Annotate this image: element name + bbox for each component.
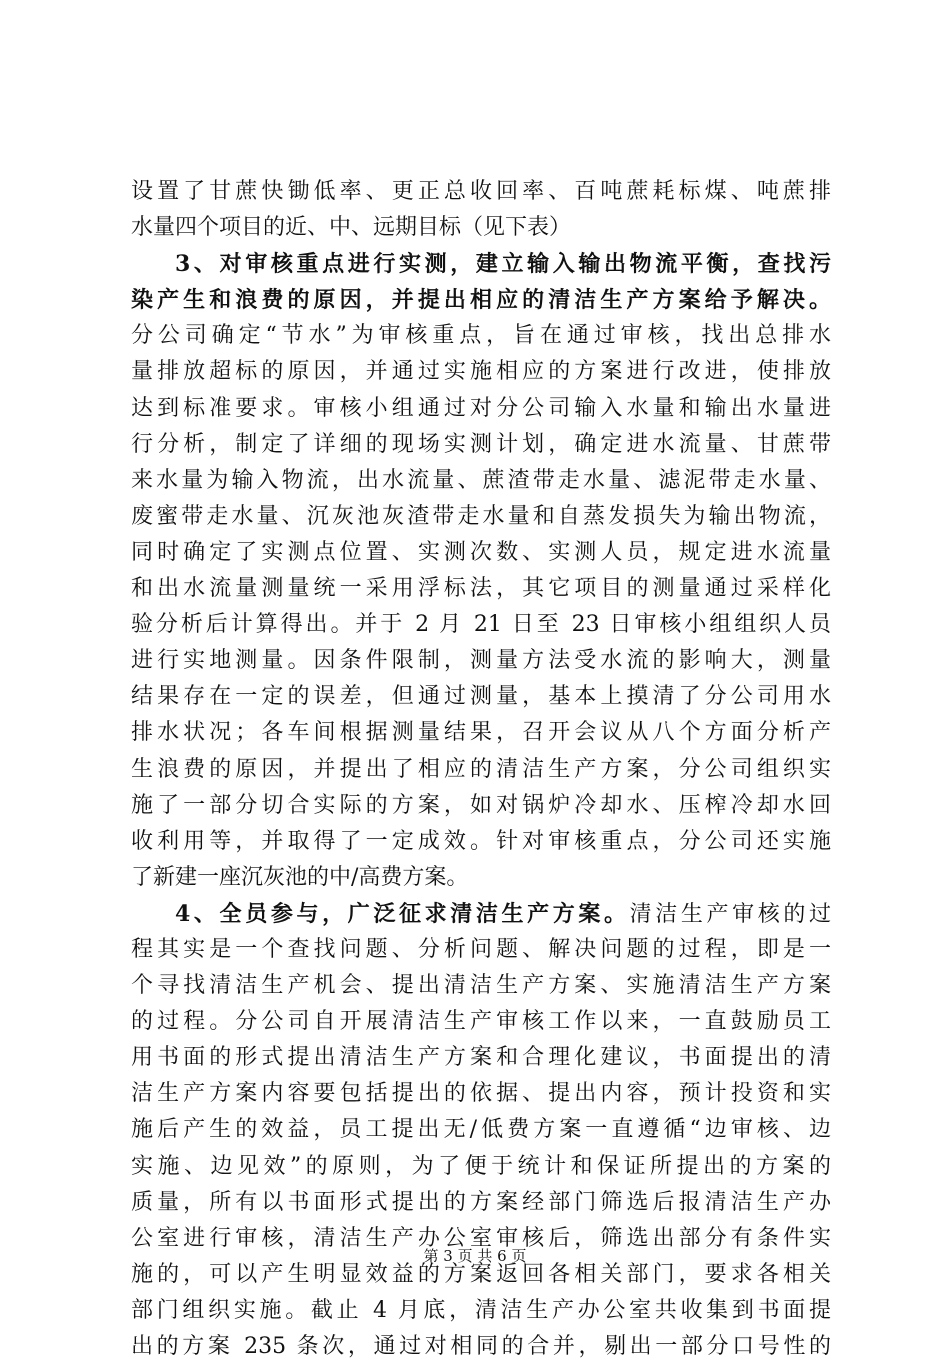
text-segment: 用书面的形式提出清洁生产方案和合理化建议，书面提出的清 — [131, 1045, 831, 1071]
bold-text-segment: 染产生和浪费的原因，并提出相应的清洁生产方案给予解决。 — [131, 287, 831, 314]
text-line — [131, 679, 831, 715]
text-line — [131, 282, 831, 318]
text-segment: 来水量为输入物流，出水流量、蔗渣带走水量、滤泥带走水量、 — [131, 467, 831, 493]
text-line — [131, 1040, 831, 1076]
text-segment: 分公司确定“节水”为审核重点，旨在通过审核，找出总排水 — [131, 323, 831, 349]
text-segment: 量排放超标的原因，并通过实施相应的方案进行改进，使排放 — [131, 359, 831, 385]
body-text — [131, 174, 831, 1365]
text-line — [131, 715, 831, 751]
text-line — [131, 571, 831, 607]
text-segment: 排水状况；各车间根据测量结果，召开会议从八个方面分析产 — [131, 720, 831, 746]
text-segment: 生浪费的原因，并提出了相应的清洁生产方案，分公司组织实 — [131, 756, 831, 782]
text-line — [131, 824, 831, 860]
text-segment: 收利用等，并取得了一定成效。针对审核重点，分公司还实施 — [131, 828, 831, 854]
bold-text-segment: 3、对审核重点进行实测，建立输入输出物流平衡，查找污 — [175, 251, 831, 278]
text-line — [131, 643, 831, 679]
text-line — [131, 1112, 831, 1148]
text-line — [131, 1149, 831, 1185]
text-line — [131, 174, 831, 210]
text-segment: 行分析，制定了详细的现场实测计划，确定进水流量、甘蔗带 — [131, 431, 831, 457]
text-segment: 个寻找清洁生产机会、提出清洁生产方案、实施清洁生产方案 — [131, 973, 831, 999]
page-footer: 第 3 页 共 6 页 — [423, 1247, 527, 1265]
text-line — [131, 932, 831, 968]
text-segment: 公室进行审核，清洁生产办公室审核后，筛选出部分有条件实 — [131, 1225, 831, 1251]
text-line — [131, 860, 831, 896]
text-line — [131, 1329, 831, 1365]
text-line — [131, 246, 831, 282]
text-segment: 和出水流量测量统一采用浮标法，其它项目的测量通过采样化 — [131, 576, 831, 602]
text-segment: 质量，所有以书面形式提出的方案经部门筛选后报清洁生产办 — [131, 1189, 831, 1215]
text-segment: 同时确定了实测点位置、实测次数、实测人员，规定进水流量 — [131, 539, 831, 565]
text-segment: 废蜜带走水量、沉灰池灰渣带走水量和自蒸发损失为输出物流， — [131, 503, 831, 529]
text-line — [131, 427, 831, 463]
text-segment: 施了一部分切合实际的方案，如对锅炉冷却水、压榨冷却水回 — [131, 792, 831, 818]
text-line — [131, 535, 831, 571]
text-segment: 实施、边见效”的原则，为了便于统计和保证所提出的方案的 — [131, 1153, 831, 1179]
text-segment: 的过程。分公司自开展清洁生产审核工作以来，一直鼓励员工 — [131, 1009, 831, 1035]
text-segment: 施后产生的效益，员工提出无/低费方案一直遵循“边审核、边 — [131, 1117, 831, 1143]
text-segment: 出的方案 235 条次，通过对相同的合并，剔出一部分口号性的 — [131, 1334, 831, 1359]
text-line — [131, 788, 831, 824]
text-segment: 结果存在一定的误差，但通过测量，基本上摸清了分公司用水 — [131, 684, 831, 710]
text-segment: 验分析后计算得出。并于 2 月 21 日至 23 日审核小组组织人员 — [131, 612, 831, 638]
text-segment: 程其实是一个查找问题、分析问题、解决问题的过程，即是一 — [131, 936, 831, 962]
text-segment: 水量四个项目的近、中、远期目标（见下表） — [131, 215, 572, 241]
text-segment: 洁生产方案内容要包括提出的依据、提出内容，预计投资和实 — [131, 1081, 831, 1107]
text-line — [131, 896, 831, 932]
text-line — [131, 607, 831, 643]
bold-text-segment: 4、全员参与，广泛征求清洁生产方案。 — [175, 900, 630, 927]
text-line — [131, 354, 831, 390]
text-segment: 达到标准要求。审核小组通过对分公司输入水量和输出水量进 — [131, 395, 831, 421]
text-line — [131, 1293, 831, 1329]
text-line — [131, 1076, 831, 1112]
text-line — [131, 499, 831, 535]
text-line — [131, 968, 831, 1004]
text-line — [131, 391, 831, 427]
text-line — [131, 210, 831, 246]
text-segment: 进行实地测量。因条件限制，测量方法受水流的影响大，测量 — [131, 648, 831, 674]
text-line — [131, 318, 831, 354]
text-segment: 清洁生产审核的过 — [629, 901, 831, 927]
text-line — [131, 1185, 831, 1221]
text-line — [131, 752, 831, 788]
text-segment: 设置了甘蔗快锄低率、更正总收回率、百吨蔗耗标煤、吨蔗排 — [131, 179, 831, 204]
text-line — [131, 1004, 831, 1040]
text-segment: 施的，可以产生明显效益的方案返回各相关部门，要求各相关 — [131, 1261, 831, 1287]
text-segment: 部门组织实施。截止 4 月底，清洁生产办公室共收集到书面提 — [131, 1297, 831, 1323]
text-segment: 了新建一座沉灰池的中/高费方案。 — [131, 864, 469, 890]
text-line — [131, 463, 831, 499]
